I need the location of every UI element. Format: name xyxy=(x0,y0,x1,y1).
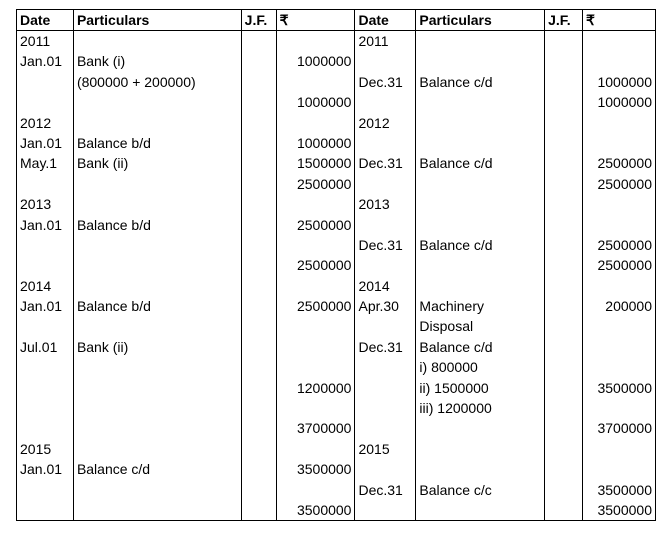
cell-jf-right xyxy=(545,215,583,235)
ledger-row xyxy=(17,51,656,71)
cell-date-left xyxy=(17,174,74,194)
cell-jf-right xyxy=(545,174,583,194)
cell-particulars-right: i) 800000 xyxy=(416,357,545,377)
cell-particulars-right xyxy=(416,418,545,438)
ledger-row xyxy=(17,255,656,275)
cell-particulars-left xyxy=(73,31,241,52)
cell-date-right: 2012 xyxy=(355,113,416,133)
cell-particulars-left xyxy=(73,439,241,459)
cell-amount-right xyxy=(583,113,656,133)
cell-date-left xyxy=(17,235,74,255)
cell-jf-left xyxy=(241,31,276,52)
cell-amount-right xyxy=(583,357,656,377)
cell-particulars-left xyxy=(73,113,241,133)
cell-particulars-left: Bank (ii) xyxy=(73,153,241,173)
cell-particulars-right: Balance c/d xyxy=(416,72,545,92)
cell-date-left xyxy=(17,72,74,92)
ledger-row xyxy=(17,153,656,173)
cell-amount-left: 2500000 xyxy=(276,174,355,194)
cell-amount-right xyxy=(583,51,656,71)
cell-jf-left xyxy=(241,337,276,357)
cell-jf-left xyxy=(241,215,276,235)
cell-amount-left: 3500000 xyxy=(276,500,355,521)
cell-date-left: Jul.01 xyxy=(17,337,74,357)
cell-jf-left xyxy=(241,357,276,377)
cell-particulars-right xyxy=(416,215,545,235)
cell-particulars-left xyxy=(73,480,241,500)
cell-amount-left: 3700000 xyxy=(276,418,355,438)
cell-particulars-right xyxy=(416,51,545,71)
cell-date-left xyxy=(17,480,74,500)
cell-date-right xyxy=(355,418,416,438)
cell-amount-right xyxy=(583,133,656,153)
cell-jf-right xyxy=(545,255,583,275)
cell-particulars-right: Balance c/c xyxy=(416,480,545,500)
cell-amount-left: 1200000 xyxy=(276,378,355,398)
cell-particulars-right: Balance c/d xyxy=(416,337,545,357)
cell-amount-right: 3500000 xyxy=(583,378,656,398)
cell-date-right: 2015 xyxy=(355,439,416,459)
cell-jf-right xyxy=(545,113,583,133)
cell-amount-right xyxy=(583,398,656,418)
cell-particulars-right: Balance c/d xyxy=(416,153,545,173)
cell-particulars-left: Balance c/d xyxy=(73,459,241,479)
cell-date-left xyxy=(17,316,74,336)
cell-jf-right xyxy=(545,31,583,52)
cell-amount-left xyxy=(276,194,355,214)
cell-amount-right: 2500000 xyxy=(583,235,656,255)
cell-amount-right: 3700000 xyxy=(583,418,656,438)
cell-jf-left xyxy=(241,276,276,296)
cell-particulars-right xyxy=(416,459,545,479)
cell-particulars-left: Balance b/d xyxy=(73,133,241,153)
cell-particulars-left xyxy=(73,398,241,418)
cell-particulars-right: ii) 1500000 xyxy=(416,378,545,398)
cell-amount-right: 2500000 xyxy=(583,153,656,173)
cell-amount-left: 1000000 xyxy=(276,92,355,112)
cell-jf-left xyxy=(241,113,276,133)
cell-jf-right xyxy=(545,133,583,153)
cell-jf-left xyxy=(241,398,276,418)
ledger-row xyxy=(17,215,656,235)
cell-particulars-left xyxy=(73,357,241,377)
cell-particulars-right xyxy=(416,439,545,459)
cell-date-right xyxy=(355,500,416,521)
header-particulars-left: Particulars xyxy=(73,10,241,31)
cell-date-right xyxy=(355,398,416,418)
cell-particulars-left: Bank (ii) xyxy=(73,337,241,357)
cell-particulars-left xyxy=(73,174,241,194)
cell-amount-right: 1000000 xyxy=(583,72,656,92)
cell-date-right xyxy=(355,316,416,336)
cell-amount-right: 3500000 xyxy=(583,500,656,521)
cell-amount-right: 200000 xyxy=(583,296,656,316)
cell-amount-right xyxy=(583,316,656,336)
cell-jf-right xyxy=(545,194,583,214)
ledger-row xyxy=(17,133,656,153)
cell-jf-left xyxy=(241,255,276,275)
cell-particulars-right xyxy=(416,133,545,153)
cell-particulars-left xyxy=(73,316,241,336)
cell-amount-left: 3500000 xyxy=(276,459,355,479)
ledger-row xyxy=(17,398,656,418)
cell-particulars-left xyxy=(73,194,241,214)
cell-date-right: Apr.30 xyxy=(355,296,416,316)
ledger-row xyxy=(17,459,656,479)
ledger-body xyxy=(17,31,656,521)
cell-date-left xyxy=(17,398,74,418)
ledger-row xyxy=(17,500,656,521)
cell-particulars-left xyxy=(73,418,241,438)
cell-particulars-right xyxy=(416,174,545,194)
cell-date-right: Dec.31 xyxy=(355,235,416,255)
cell-amount-right: 3500000 xyxy=(583,480,656,500)
cell-amount-left xyxy=(276,337,355,357)
cell-jf-left xyxy=(241,500,276,521)
cell-date-right: 2011 xyxy=(355,31,416,52)
cell-date-right: 2014 xyxy=(355,276,416,296)
cell-date-left: Jan.01 xyxy=(17,215,74,235)
cell-amount-right xyxy=(583,439,656,459)
cell-jf-right xyxy=(545,398,583,418)
cell-jf-right xyxy=(545,92,583,112)
ledger-row xyxy=(17,480,656,500)
cell-date-right: Dec.31 xyxy=(355,153,416,173)
cell-jf-left xyxy=(241,194,276,214)
cell-jf-right xyxy=(545,439,583,459)
cell-amount-right: 1000000 xyxy=(583,92,656,112)
cell-amount-left: 1000000 xyxy=(276,51,355,71)
cell-particulars-left: Balance b/d xyxy=(73,296,241,316)
cell-date-left: 2015 xyxy=(17,439,74,459)
cell-jf-right xyxy=(545,378,583,398)
cell-date-right xyxy=(355,174,416,194)
cell-particulars-left xyxy=(73,92,241,112)
cell-jf-left xyxy=(241,174,276,194)
cell-jf-right xyxy=(545,337,583,357)
cell-date-left: 2012 xyxy=(17,113,74,133)
cell-jf-left xyxy=(241,418,276,438)
cell-jf-right xyxy=(545,276,583,296)
cell-jf-left xyxy=(241,378,276,398)
cell-particulars-right xyxy=(416,255,545,275)
cell-date-left: Jan.01 xyxy=(17,133,74,153)
cell-date-right xyxy=(355,459,416,479)
cell-jf-right xyxy=(545,480,583,500)
cell-jf-left xyxy=(241,51,276,71)
cell-particulars-right xyxy=(416,113,545,133)
cell-date-right: Dec.31 xyxy=(355,337,416,357)
cell-date-right xyxy=(355,255,416,275)
cell-date-left: 2014 xyxy=(17,276,74,296)
cell-amount-left xyxy=(276,235,355,255)
cell-date-left xyxy=(17,418,74,438)
header-row xyxy=(17,10,656,31)
cell-date-right xyxy=(355,92,416,112)
cell-jf-left xyxy=(241,153,276,173)
cell-date-right xyxy=(355,378,416,398)
cell-date-left xyxy=(17,255,74,275)
cell-jf-left xyxy=(241,235,276,255)
cell-date-left: May.1 xyxy=(17,153,74,173)
cell-date-right xyxy=(355,215,416,235)
cell-date-left: 2011 xyxy=(17,31,74,52)
cell-jf-right xyxy=(545,357,583,377)
cell-particulars-left xyxy=(73,235,241,255)
cell-date-left xyxy=(17,500,74,521)
cell-date-right: Dec.31 xyxy=(355,72,416,92)
cell-particulars-left xyxy=(73,255,241,275)
ledger-row xyxy=(17,378,656,398)
cell-date-left: Jan.01 xyxy=(17,296,74,316)
cell-amount-right xyxy=(583,276,656,296)
cell-date-right: Dec.31 xyxy=(355,480,416,500)
cell-particulars-right xyxy=(416,31,545,52)
header-particulars-right: Particulars xyxy=(416,10,545,31)
cell-particulars-left xyxy=(73,500,241,521)
cell-particulars-left: (800000 + 200000) xyxy=(73,72,241,92)
cell-date-left: 2013 xyxy=(17,194,74,214)
cell-amount-left xyxy=(276,480,355,500)
header-amount-right: ₹ xyxy=(583,10,656,31)
cell-amount-right: 2500000 xyxy=(583,174,656,194)
cell-amount-left xyxy=(276,398,355,418)
cell-date-left xyxy=(17,92,74,112)
cell-date-right xyxy=(355,357,416,377)
cell-particulars-right xyxy=(416,276,545,296)
ledger-row xyxy=(17,296,656,316)
cell-amount-right xyxy=(583,459,656,479)
cell-jf-left xyxy=(241,316,276,336)
cell-particulars-right xyxy=(416,500,545,521)
cell-amount-right: 2500000 xyxy=(583,255,656,275)
cell-amount-left: 2500000 xyxy=(276,215,355,235)
ledger-row xyxy=(17,194,656,214)
cell-jf-left xyxy=(241,459,276,479)
cell-date-right xyxy=(355,133,416,153)
ledger-row xyxy=(17,276,656,296)
cell-jf-right xyxy=(545,51,583,71)
ledger-row xyxy=(17,337,656,357)
ledger-row xyxy=(17,92,656,112)
cell-date-left: Jan.01 xyxy=(17,51,74,71)
cell-amount-left xyxy=(276,113,355,133)
cell-jf-left xyxy=(241,480,276,500)
ledger-row xyxy=(17,357,656,377)
cell-jf-left xyxy=(241,296,276,316)
cell-jf-right xyxy=(545,72,583,92)
ledger-row xyxy=(17,113,656,133)
cell-amount-left: 2500000 xyxy=(276,255,355,275)
cell-amount-left: 2500000 xyxy=(276,296,355,316)
ledger-row xyxy=(17,235,656,255)
header-jf-left: J.F. xyxy=(241,10,276,31)
cell-amount-left xyxy=(276,439,355,459)
header-date-left: Date xyxy=(17,10,74,31)
cell-date-left xyxy=(17,378,74,398)
header-date-right: Date xyxy=(355,10,416,31)
cell-particulars-left: Bank (i) xyxy=(73,51,241,71)
cell-amount-right xyxy=(583,31,656,52)
cell-amount-left xyxy=(276,316,355,336)
cell-particulars-right: Machinery xyxy=(416,296,545,316)
cell-particulars-right xyxy=(416,92,545,112)
cell-date-left xyxy=(17,357,74,377)
cell-particulars-left xyxy=(73,276,241,296)
cell-particulars-left xyxy=(73,378,241,398)
ledger-row xyxy=(17,439,656,459)
ledger-row xyxy=(17,72,656,92)
ledger-table xyxy=(16,9,656,521)
header-jf-right: J.F. xyxy=(545,10,583,31)
cell-jf-left xyxy=(241,133,276,153)
cell-jf-left xyxy=(241,92,276,112)
cell-particulars-left: Balance b/d xyxy=(73,215,241,235)
cell-amount-left xyxy=(276,357,355,377)
cell-jf-right xyxy=(545,235,583,255)
ledger-row xyxy=(17,174,656,194)
ledger-row xyxy=(17,418,656,438)
cell-amount-right xyxy=(583,194,656,214)
cell-amount-left xyxy=(276,276,355,296)
cell-date-left: Jan.01 xyxy=(17,459,74,479)
cell-date-right xyxy=(355,51,416,71)
cell-jf-right xyxy=(545,418,583,438)
cell-amount-left xyxy=(276,31,355,52)
cell-jf-right xyxy=(545,153,583,173)
header-amount-left: ₹ xyxy=(276,10,355,31)
cell-particulars-right: iii) 1200000 xyxy=(416,398,545,418)
cell-amount-left: 1000000 xyxy=(276,133,355,153)
cell-amount-right xyxy=(583,337,656,357)
cell-amount-right xyxy=(583,215,656,235)
cell-particulars-right: Balance c/d xyxy=(416,235,545,255)
cell-jf-left xyxy=(241,439,276,459)
cell-jf-right xyxy=(545,296,583,316)
cell-date-right: 2013 xyxy=(355,194,416,214)
cell-amount-left: 1500000 xyxy=(276,153,355,173)
ledger-row xyxy=(17,31,656,52)
cell-jf-right xyxy=(545,500,583,521)
ledger-row xyxy=(17,316,656,336)
cell-amount-left xyxy=(276,72,355,92)
cell-particulars-right xyxy=(416,194,545,214)
cell-jf-left xyxy=(241,72,276,92)
cell-particulars-right: Disposal xyxy=(416,316,545,336)
cell-jf-right xyxy=(545,459,583,479)
cell-jf-right xyxy=(545,316,583,336)
